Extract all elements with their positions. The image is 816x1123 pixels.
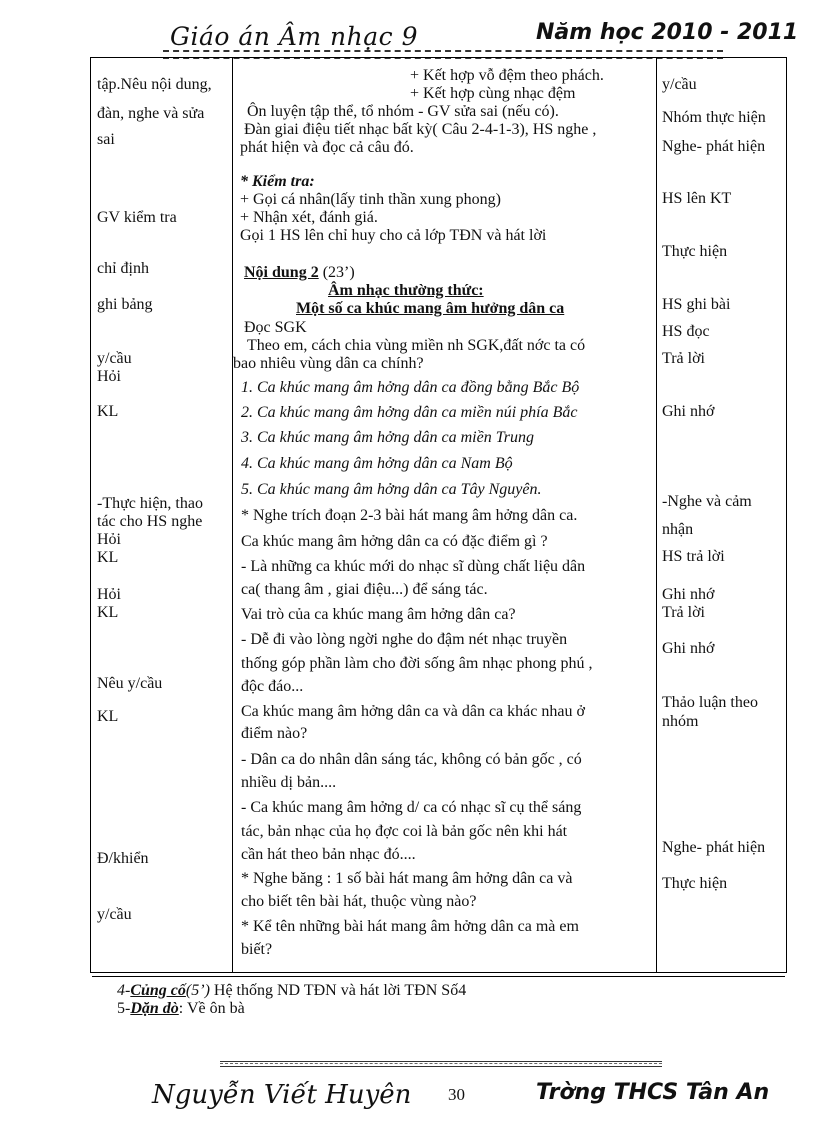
- footer-school: Trờng THCS Tân An: [536, 1080, 770, 1105]
- teacher-line: chỉ định: [97, 260, 149, 277]
- header-title: Giáo án Âm nhạc 9: [170, 22, 418, 51]
- student-line: HS đọc: [662, 323, 710, 340]
- column-divider-2: [656, 58, 657, 972]
- content-line: - Là những ca khúc mới do nhạc sĩ dùng chất liệu dân: [241, 558, 586, 575]
- student-line: -Nghe và cảm: [662, 493, 752, 510]
- student-line: Trả lời: [662, 604, 705, 621]
- teacher-line: KL: [97, 549, 119, 566]
- teacher-line: y/cầu: [97, 350, 132, 367]
- student-line: Thảo luận theo: [662, 694, 758, 711]
- homework-number: 5-: [117, 1000, 131, 1017]
- list-item: 5. Ca khúc mang âm hởng dân ca Tây Nguyên.: [241, 481, 542, 498]
- content-line: + Nhận xét, đánh giá.: [240, 209, 378, 226]
- content-line: cần hát theo bản nhạc đó....: [241, 846, 416, 863]
- student-line: Ghi nhớ: [662, 640, 715, 657]
- teacher-line: đàn, nghe và sửa: [97, 105, 205, 122]
- content-line: * Kể tên những bài hát mang âm hởng dân ca mà em: [241, 918, 579, 935]
- consolidation-number: 4-: [117, 982, 131, 999]
- content-line: - Dân ca do nhân dân sáng tác, không có bản gốc , có: [241, 751, 582, 768]
- content-line: bao nhiêu vùng dân ca chính?: [233, 355, 424, 372]
- content-line: Ca khúc mang âm hởng dân ca có đặc điểm gì ?: [241, 533, 548, 550]
- content-line: Theo em, cách chia vùng miền nh SGK,đất nớc ta có: [247, 337, 586, 354]
- student-line: HS lên KT: [662, 190, 732, 207]
- footer-divider: [220, 1061, 662, 1067]
- consolidation-line: [117, 981, 466, 1000]
- student-line: Nhóm thực hiện: [662, 109, 766, 126]
- student-line: Thực hiện: [662, 875, 728, 892]
- list-item: 4. Ca khúc mang âm hởng dân ca Nam Bộ: [241, 455, 513, 472]
- teacher-line: ghi bảng: [97, 296, 153, 313]
- content-line: Đàn giai điệu tiết nhạc bất kỳ( Câu 2-4-1-3), HS nghe ,: [244, 121, 597, 138]
- student-line: nhận: [662, 521, 694, 538]
- teacher-line: KL: [97, 403, 119, 420]
- content-line: + Kết hợp vỗ đệm theo phách.: [410, 67, 604, 84]
- teacher-line: sai: [97, 131, 115, 148]
- homework-label: Dặn dò: [130, 1000, 179, 1017]
- list-item: 3. Ca khúc mang âm hởng dân ca miền Trung: [241, 429, 534, 446]
- teacher-line: tập.Nêu nội dung,: [97, 76, 212, 93]
- consolidation-text: Hệ thống ND TĐN và hát lời TĐN Số4: [209, 982, 467, 999]
- content-line: thống góp phần làm cho đời sống âm nhạc phong phú ,: [241, 655, 593, 672]
- student-line: Ghi nhớ: [662, 586, 715, 603]
- teacher-line: Hỏi: [97, 368, 121, 385]
- student-line: nhóm: [662, 713, 699, 730]
- student-line: Nghe- phát hiện: [662, 839, 766, 856]
- teacher-line: Đ/khiển: [97, 850, 149, 867]
- content-line: Ca khúc mang âm hởng dân ca và dân ca khác nhau ở: [241, 703, 585, 720]
- content-line: Đọc SGK: [244, 319, 307, 336]
- student-line: Trả lời: [662, 350, 705, 367]
- section-name: Nội dung 2: [244, 264, 319, 281]
- content-line: - Dễ đi vào lòng ngời nghe do đậm nét nhạc truyền: [241, 631, 568, 648]
- content-line: Gọi 1 HS lên chỉ huy cho cả lớp TĐN và hát lời: [240, 227, 547, 244]
- teacher-line: y/cầu: [97, 906, 132, 923]
- content-line: ca( thang âm , giai điệu...) để sáng tác.: [241, 581, 488, 598]
- student-line: HS ghi bài: [662, 296, 731, 313]
- list-item: 2. Ca khúc mang âm hởng dân ca miền núi phía Bắc: [241, 404, 578, 421]
- column-divider-1: [232, 58, 233, 972]
- teacher-line: KL: [97, 604, 119, 621]
- student-line: Nghe- phát hiện: [662, 138, 766, 155]
- student-line: Ghi nhớ: [662, 403, 715, 420]
- content-line: độc đáo...: [241, 678, 304, 695]
- header-school-year: Năm học 2010 - 2011: [536, 20, 799, 45]
- content-line: * Nghe trích đoạn 2-3 bài hát mang âm hởng dân ca.: [241, 507, 578, 524]
- content-line: + Kết hợp cùng nhạc đệm: [410, 85, 576, 102]
- homework-line: [117, 999, 245, 1018]
- teacher-line: Nêu y/cầu: [97, 675, 163, 692]
- content-line: + Gọi cá nhân(lấy tinh thần xung phong): [240, 191, 501, 208]
- heading-music-theory: Âm nhạc thường thức:: [328, 282, 484, 299]
- student-line: HS trả lời: [662, 548, 725, 565]
- content-line: biết?: [241, 941, 273, 958]
- teacher-line: KL: [97, 708, 119, 725]
- homework-text: : Về ôn bà: [178, 1000, 245, 1017]
- content-line: Vai trò của ca khúc mang âm hởng dân ca?: [241, 606, 516, 623]
- student-line: Thực hiện: [662, 243, 728, 260]
- section-label: [244, 263, 355, 282]
- page-number: 30: [448, 1085, 465, 1104]
- teacher-line: Hỏi: [97, 531, 121, 548]
- content-line: cho biết tên bài hát, thuộc vùng nào?: [241, 893, 477, 910]
- student-line: y/cầu: [662, 76, 697, 93]
- section-time: (23’): [318, 264, 355, 281]
- footer-author: Nguyễn Viết Huyên: [152, 1080, 412, 1110]
- content-line: phát hiện và đọc cả câu đó.: [240, 139, 414, 156]
- list-item: 1. Ca khúc mang âm hởng dân ca đồng bằng Bắc Bộ: [241, 379, 580, 396]
- content-line: - Ca khúc mang âm hởng d/ ca có nhạc sĩ cụ thể sáng: [241, 799, 582, 816]
- content-line: tác, bản nhạc của họ đợc coi là bản gốc nên khi hát: [241, 823, 568, 840]
- content-line: Ôn luyện tập thể, tổ nhóm - GV sửa sai (nếu có).: [247, 103, 559, 120]
- teacher-line: GV kiểm tra: [97, 209, 177, 226]
- teacher-line: Hỏi: [97, 586, 121, 603]
- content-line: * Nghe băng : 1 số bài hát mang âm hởng dân ca và: [241, 870, 573, 887]
- teacher-line: tác cho HS nghe: [97, 513, 203, 530]
- consolidation-time: (5’): [185, 982, 210, 999]
- check-title: * Kiểm tra:: [240, 173, 315, 190]
- content-line: nhiều dị bản....: [241, 774, 337, 791]
- teacher-line: -Thực hiện, thao: [97, 495, 203, 512]
- content-line: điểm nào?: [241, 725, 308, 742]
- heading-folk-songs: Một số ca khúc mang âm hưởng dân ca: [296, 300, 565, 317]
- consolidation-label: Củng cố: [130, 982, 186, 999]
